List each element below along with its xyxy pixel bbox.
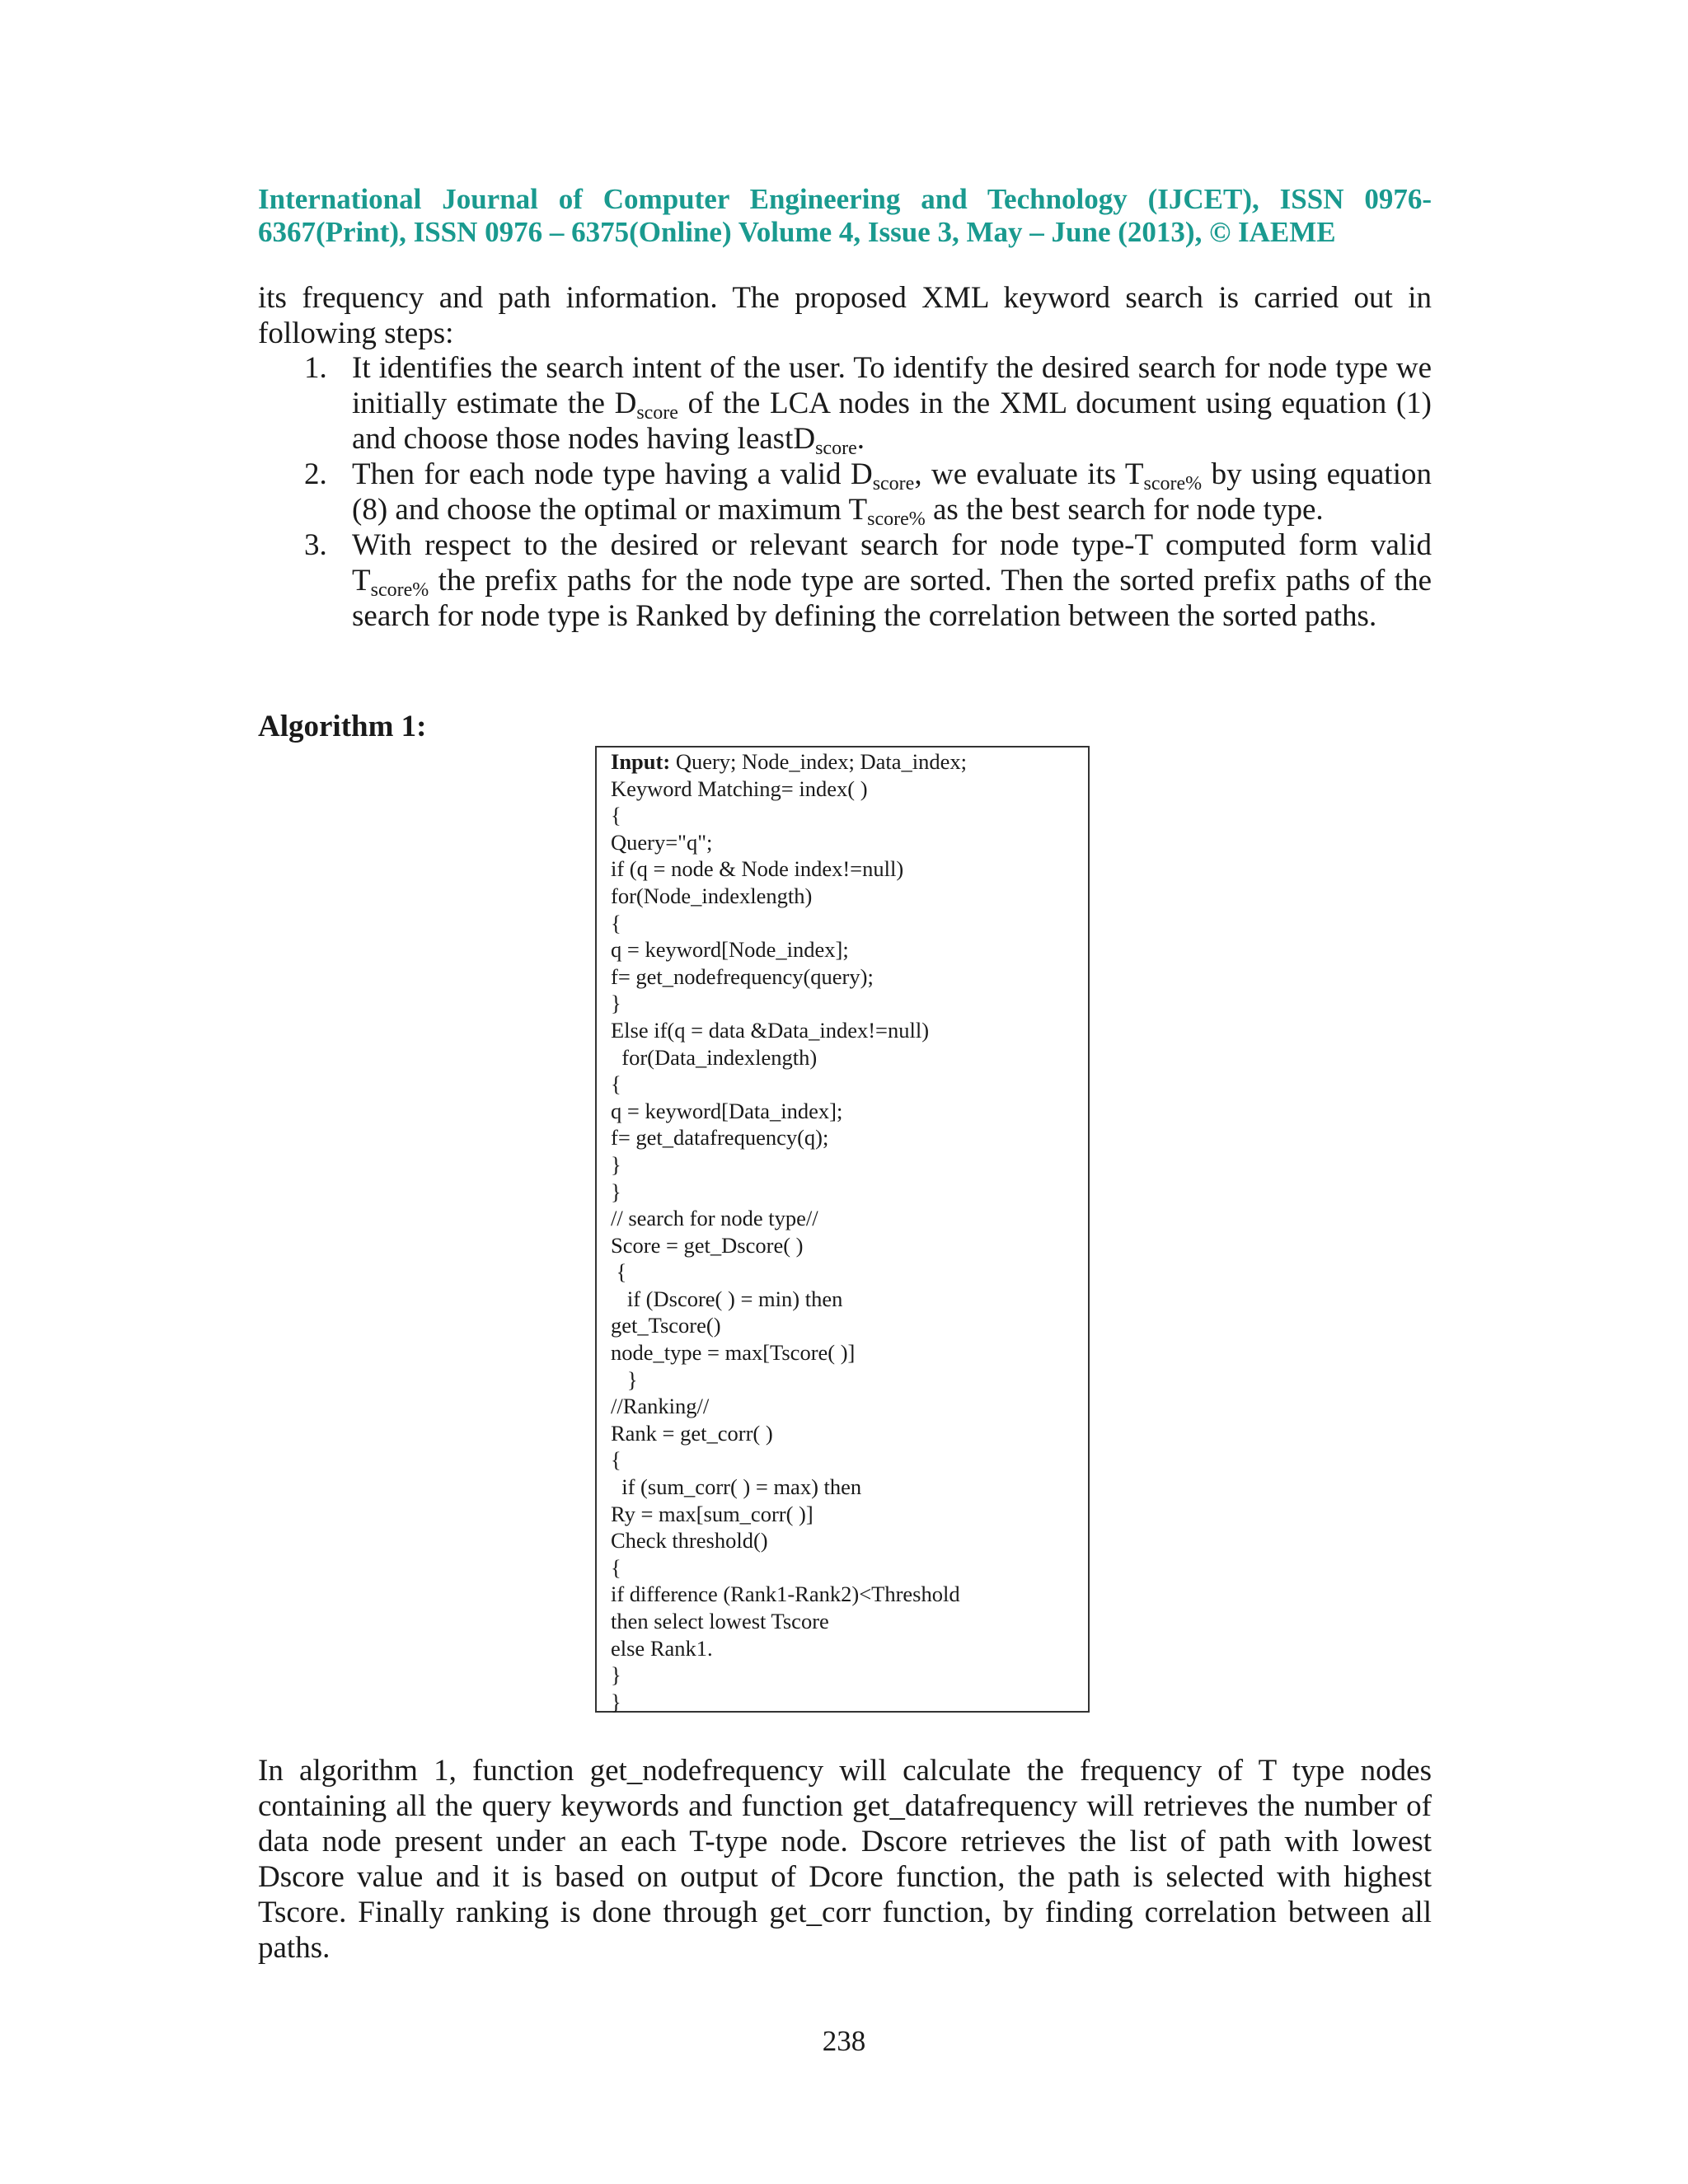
algorithm-line: { (611, 1554, 621, 1580)
algorithm-title: Algorithm 1: (258, 710, 427, 743)
algorithm-line: } (611, 1662, 621, 1688)
algorithm-line: Score = get_Dscore( ) (611, 1232, 804, 1258)
algorithm-line: for(Node_indexlength) (611, 883, 813, 908)
algorithm-line: get_Tscore() (611, 1313, 721, 1338)
algorithm-line: for(Data_indexlength) (611, 1044, 818, 1070)
step-text: Then for each node type having a valid $D_{score}$, we evaluate its $T_{score\%}$ by using equation (8) and choose the optimal or maximum $T_{score\%}$ as the best search for node type. (352, 457, 1432, 530)
algorithm-line: else Rank1. (611, 1635, 713, 1661)
algorithm-line: Keyword Matching= index( ) (611, 776, 868, 801)
algorithm-line: if (q = node & Node index!=null) (611, 856, 904, 882)
algorithm-line: q = keyword[Node_index]; (611, 937, 849, 963)
step-item-3 (258, 527, 1432, 634)
algorithm-line: Rank = get_corr( ) (611, 1420, 773, 1446)
algorithm-line: { (611, 1071, 621, 1097)
step-text: It identifies the search intent of the user. To identify the desired search for node type we initially estimate the $D_{score}$ of the LCA nodes in the XML document using equation (1) and choose those nodes having leastD$_{score}$. (352, 351, 1432, 459)
algorithm-line: { (611, 1259, 627, 1285)
algorithm-line: } (611, 1366, 638, 1392)
journal-header: International Journal of Computer Engineering and Technology (IJCET), ISSN 0976-6367(Print), ISSN 0976 – 6375(Online) Volume 4, Issue 3, May – June (2013), © IAEME (258, 183, 1432, 248)
algorithm-line: if (Dscore( ) = min) then (611, 1286, 843, 1311)
algorithm-line: Query="q"; (611, 829, 713, 855)
algorithm-line: Ry = max[sum_corr( )] (611, 1501, 814, 1526)
algorithm-input-line: Input: Query; Node_index; Data_index; (611, 749, 968, 774)
algorithm-line: { (611, 803, 621, 828)
algorithm-code (611, 776, 1088, 1716)
algorithm-line: if difference (Rank1-Rank2)<Threshold (611, 1582, 960, 1607)
algorithm-line: { (611, 1447, 621, 1473)
step-text: With respect to the desired or relevant search for node type-T computed form valid $T_{score\%}$ the prefix paths for the node type are sorted. Then the sorted prefix paths of the search for node type is Ranked by defining the correlation between the sorted paths. (352, 528, 1432, 633)
algorithm-line: Check threshold() (611, 1528, 768, 1554)
algorithm-line: f= get_datafrequency(q); (611, 1125, 829, 1151)
algorithm-line: } (611, 1179, 621, 1204)
intro-paragraph: its frequency and path information. The proposed XML keyword search is carried out in following steps: (258, 281, 1432, 350)
closing-paragraph: In algorithm 1, function get_nodefrequency will calculate the frequency of T type nodes containing all the query keywords and function get_datafrequency will retrieves the number of data node present under an each T-type node. Dscore retrieves the list of path with lowest Dscore value and it is based on output of Dcore function, the path is selected with highest Tscore. Finally ranking is done through get_corr function, by finding correlation between all paths. (258, 1754, 1432, 1965)
step-item-1 (258, 350, 1432, 457)
algorithm-line: then select lowest Tscore (611, 1609, 829, 1633)
algorithm-line: if (sum_corr( ) = max) then (611, 1474, 862, 1500)
algorithm-line: } (611, 1689, 621, 1714)
page-number: 238 (822, 2025, 866, 2057)
algorithm-line: node_type = max[Tscore( )] (611, 1340, 856, 1366)
algorithm-line: //Ranking// (611, 1394, 710, 1419)
step-number: 1. (304, 351, 327, 385)
step-number: 2. (304, 457, 327, 491)
step-number: 3. (304, 528, 327, 562)
search-steps-list (258, 350, 1432, 634)
algorithm-line: // search for node type// (611, 1206, 818, 1231)
step-item-2 (258, 457, 1432, 530)
algorithm-line: } (611, 1151, 621, 1177)
algorithm-line: q = keyword[Data_index]; (611, 1098, 843, 1123)
algorithm-box (595, 746, 1090, 1713)
algorithm-line: { (611, 910, 621, 935)
algorithm-line: Else if(q = data &Data_index!=null) (611, 1017, 930, 1043)
algorithm-line: } (611, 991, 621, 1016)
algorithm-line: f= get_nodefrequency(query); (611, 963, 874, 989)
